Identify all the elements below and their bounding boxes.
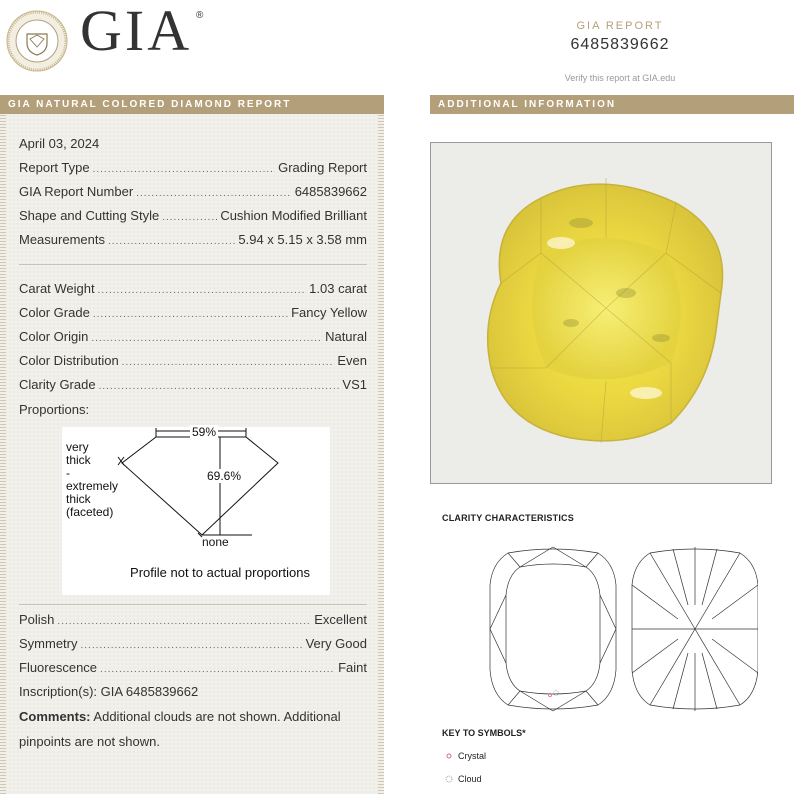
divider — [19, 604, 367, 605]
row-value: Very Good — [305, 636, 367, 651]
row-label: Shape and Cutting Style — [19, 208, 160, 223]
depth-percent: 69.6% — [207, 469, 242, 483]
row-clarity-grade — [19, 374, 367, 392]
key-cloud-label: Cloud — [458, 774, 482, 784]
diamond-profile — [122, 437, 278, 535]
clarity-characteristics-title: CLARITY CHARACTERISTICS — [442, 513, 574, 523]
row-report-number — [19, 181, 367, 199]
row-label: Color Origin — [19, 329, 89, 344]
row-label: GIA Report Number — [19, 184, 134, 199]
row-label: Color Distribution — [19, 353, 119, 368]
row-label: Carat Weight — [19, 281, 95, 296]
gia-seal-logo — [6, 10, 68, 72]
cloud-symbol-icon — [445, 775, 453, 783]
row-value: Excellent — [314, 612, 367, 627]
row-report-type — [19, 157, 367, 175]
comments — [19, 709, 341, 724]
comments-continued: pinpoints are not shown. — [19, 734, 160, 749]
key-to-symbols-title: KEY TO SYMBOLS* — [442, 728, 526, 738]
proportions-caption: Profile not to actual proportions — [130, 565, 310, 580]
comments-label: Comments: — [19, 709, 91, 724]
row-label: Symmetry — [19, 636, 78, 651]
registered-mark: ® — [196, 10, 204, 21]
row-value: Cushion Modified Brilliant — [220, 208, 367, 223]
row-shape — [19, 205, 367, 223]
row-value: Grading Report — [278, 160, 367, 175]
comments-text: Additional clouds are not shown. Additional — [93, 709, 341, 724]
row-value: Even — [337, 353, 367, 368]
row-value: VS1 — [342, 377, 367, 392]
key-crystal-label: Crystal — [458, 751, 487, 761]
row-polish — [19, 609, 367, 627]
row-value: 5.94 x 5.15 x 3.58 mm — [238, 232, 367, 247]
report-label: GIA REPORT — [576, 20, 664, 32]
verify-link[interactable]: Verify this report at GIA.edu — [564, 73, 676, 83]
row-color-origin — [19, 326, 367, 344]
gia-logo-text: GIA — [80, 0, 193, 63]
row-symmetry — [19, 633, 367, 651]
row-label: Clarity Grade — [19, 377, 96, 392]
section-header-additional: ADDITIONAL INFORMATION — [430, 95, 794, 114]
row-label: Fluorescence — [19, 660, 98, 675]
section-header-report: GIA NATURAL COLORED DIAMOND REPORT — [0, 95, 384, 114]
report-number: 6485839662 — [570, 36, 670, 53]
proportions-diagram — [62, 427, 330, 595]
crystal-symbol-icon — [445, 752, 453, 760]
row-value: 1.03 carat — [309, 281, 367, 296]
culet-value: none — [202, 535, 229, 549]
inscription: Inscription(s): GIA 6485839662 — [19, 684, 199, 699]
row-value: 6485839662 — [294, 184, 367, 199]
row-label: Measurements — [19, 232, 105, 247]
diamond-photo — [430, 142, 772, 484]
row-color-grade — [19, 302, 367, 320]
clarity-plot-diagram — [488, 545, 758, 715]
cloud-marker — [554, 691, 559, 696]
row-label: Report Type — [19, 160, 90, 175]
table-percent: 59% — [192, 425, 217, 439]
row-label: Polish — [19, 612, 55, 627]
row-label: Color Grade — [19, 305, 90, 320]
row-carat — [19, 278, 367, 296]
row-value: Faint — [338, 660, 367, 675]
proportions-label: Proportions: — [19, 402, 90, 417]
row-value: Fancy Yellow — [291, 305, 367, 320]
row-color-distribution — [19, 350, 367, 368]
divider — [19, 264, 367, 265]
girdle-description: very thick - extremely thick (faceted) — [66, 440, 119, 519]
row-measurements — [19, 229, 367, 247]
row-fluorescence — [19, 657, 367, 675]
row-value: Natural — [325, 329, 367, 344]
report-date: April 03, 2024 — [19, 136, 100, 151]
